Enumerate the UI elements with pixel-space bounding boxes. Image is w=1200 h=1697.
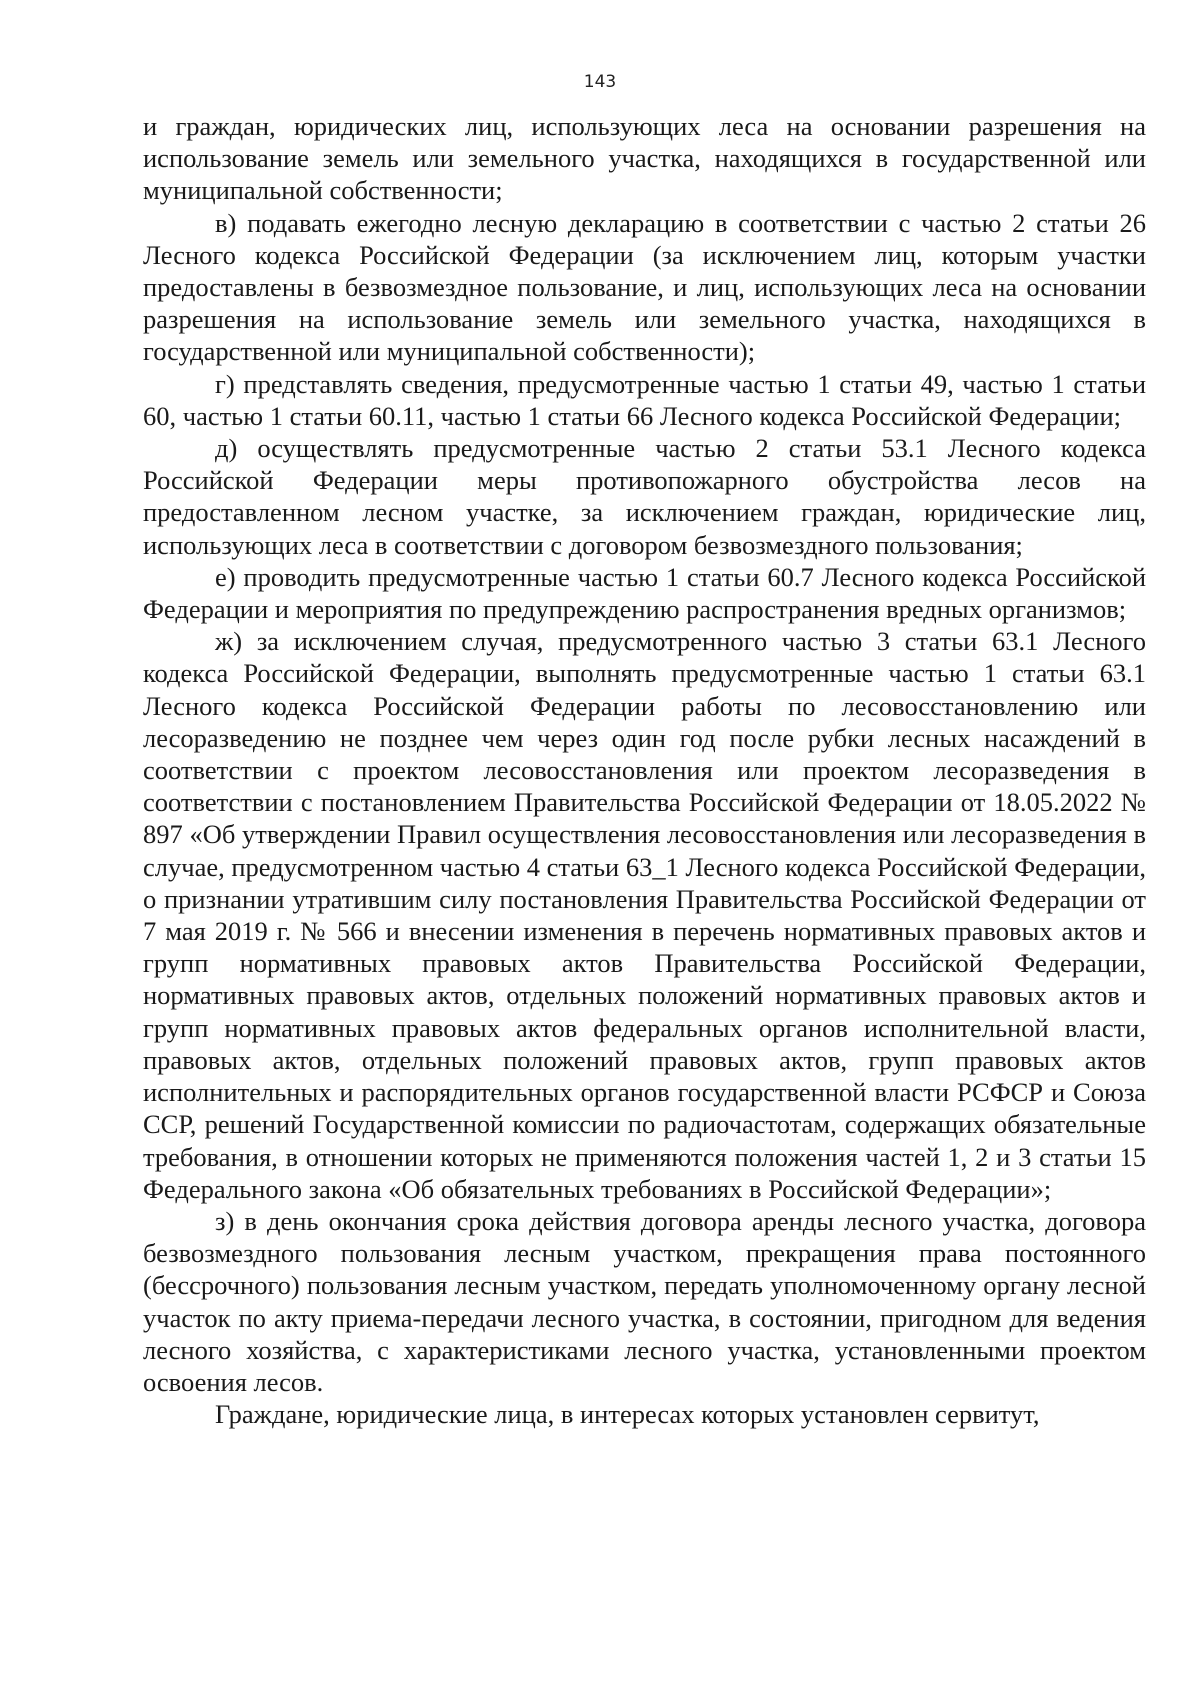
paragraph-item-g: г) представлять сведения, предусмотренные частью 1 статьи 49, частью 1 статьи 60, частью 1 статьи 60.11, частью 1 статьи 66 Лесного кодекса Российской Федерации; bbox=[143, 368, 1146, 431]
paragraph-continuation: и граждан, юридических лиц, использующих леса на основании разрешения на использование земель или земельного участка, находящихся в государственной или муниципальной собственности; bbox=[143, 111, 1146, 206]
paragraph-item-zh: ж) за исключением случая, предусмотренного частью 3 статьи 63.1 Лесного кодекса Российской Федерации, выполнять предусмотренные частью 1 статьи 63.1 Лесного кодекса Российской Федерации работы по лесовосстановлению или лесоразведению не позднее чем через один год после рубки лесных насаждений в соответствии с проектом лесовосстановления или проектом лесоразведения в соответствии с постановлением Правительства Российской Федерации от 18.05.2022 № 897 «Об утверждении Правил осуществления лесовосстановления или лесоразведения в случае, предусмотренном частью 4 статьи 63_1 Лесного кодекса Российской Федерации, о признании утратившим силу постановления Правительства Российской Федерации от 7 мая 2019 г. № 566 и внесении изменения в перечень нормативных правовых актов и групп нормативных правовых актов Правительства Российской Федерации, нормативных правовых актов, отдельных положений нормативных правовых актов и групп нормативных правовых актов федеральных органов исполнительной власти, правовых актов, отдельных положений правовых актов, групп правовых актов исполнительных и распорядительных органов государственной власти РСФСР и Союза ССР, решений Государственной комиссии по радиочастотам, содержащих обязательные требования, в отношении которых не применяются положения частей 1, 2 и 3 статьи 15 Федерального закона «Об обязательных требованиях в Российской Федерации»; bbox=[143, 626, 1146, 1204]
paragraph-servitude: Граждане, юридические лица, в интересах которых установлен сервитут, bbox=[215, 1399, 1040, 1430]
paragraph-item-e: е) проводить предусмотренные частью 1 статьи 60.7 Лесного кодекса Российской Федерации и мероприятия по предупреждению распространения вредных организмов; bbox=[143, 561, 1146, 625]
page-number: 143 bbox=[583, 72, 617, 92]
document-body bbox=[143, 110, 1146, 1430]
paragraph-item-d: д) осуществлять предусмотренные частью 2 статьи 53.1 Лесного кодекса Российской Федерации меры противопожарного обустройства лесов на предоставленном лесном участке, за исключением граждан, юридические лиц, использующих леса в соответствии с договором безвозмездного пользования; bbox=[143, 433, 1146, 560]
paragraph-item-v: в) подавать ежегодно лесную декларацию в соответствии с частью 2 статьи 26 Лесного кодекса Российской Федерации (за исключением лиц, которым участки предоставлены в безвозмездное пользование, и лиц, использующих леса на основании разрешения на использование земель или земельного участка, находящихся в государственной или муниципальной собственности); bbox=[143, 207, 1146, 367]
paragraph-item-z: з) в день окончания срока действия договора аренды лесного участка, договора безвозмездного пользования лесным участком, прекращения права постоянного (бессрочного) пользования лесным участком, передать уполномоченному органу лесной участок по акту приема-передачи лесного участка, в состоянии, пригодном для ведения лесного хозяйства, с характеристиками лесного участка, установленными проектом освоения лесов. bbox=[143, 1205, 1146, 1397]
